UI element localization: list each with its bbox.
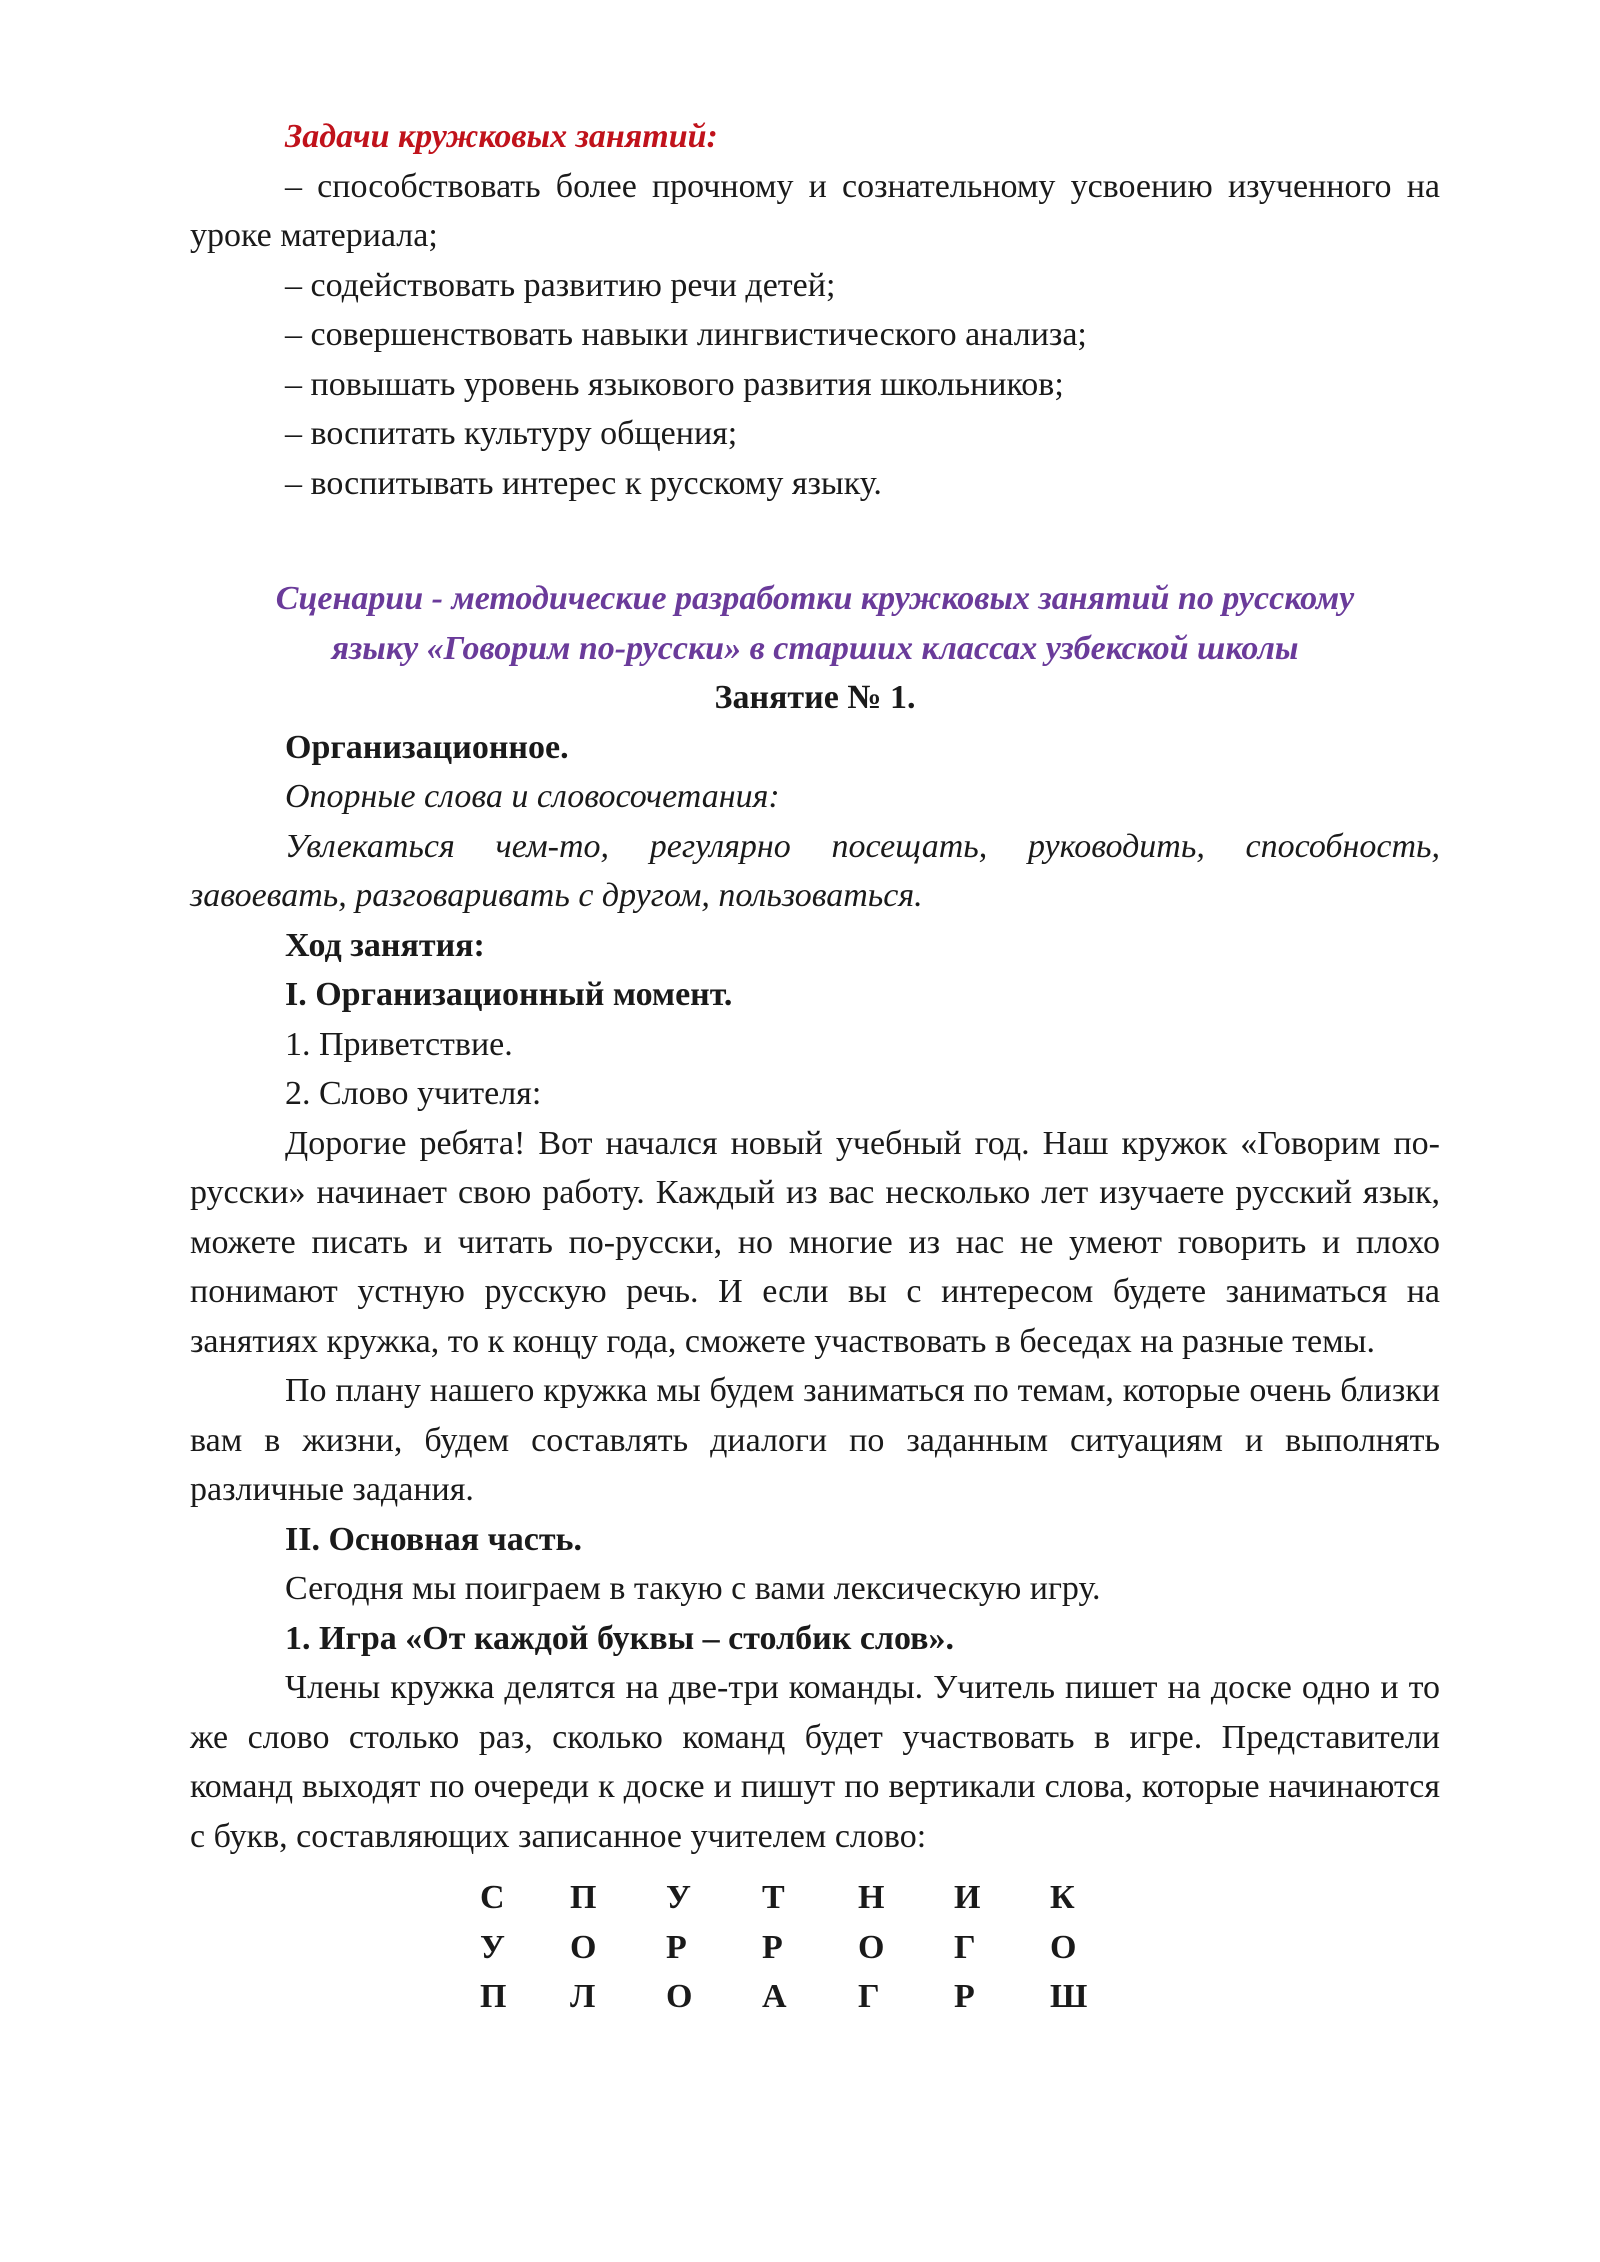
step-teacher-word: 2. Слово учителя: [285, 1075, 542, 1112]
scenario-title-line-2: языку «Говорим по-русски» в старших классах узбекской школы [331, 629, 1299, 667]
letter-cell: П [480, 1978, 507, 2015]
letter-cell: И [954, 1879, 981, 1916]
keywords-text: Увлекаться чем-то, регулярно посещать, руководить, способность, завоевать, разговаривать с другом, пользоваться. [190, 827, 1440, 914]
step-greeting: 1. Приветствие. [285, 1025, 513, 1063]
spacer [190, 508, 1440, 574]
game-description: Члены кружка делятся на две-три команды. Учитель пишет на доске одно и то же слово столько раз, сколько команд будет участвовать в игре. Представители команд выходят по очереди к доске и пишут по вертикали слова, которые начинаются с букв, составляющих записанное учителем слово: [190, 1669, 1440, 1855]
letter-cell: Ш [1050, 1978, 1088, 2015]
letter-cell: К [1050, 1879, 1075, 1916]
lesson-topic: Организационное. [285, 728, 569, 766]
letter-cell: Г [858, 1978, 880, 2015]
letter-cell: А [762, 1978, 787, 2015]
progress-label: Ход занятия: [285, 926, 485, 964]
scenario-title-line-1: Сценарии - методические разработки кружковых занятий по русскому [275, 580, 1355, 617]
letter-cell: О [570, 1928, 597, 1966]
letter-cell: Р [762, 1928, 783, 1966]
game-intro: Сегодня мы поиграем в такую с вами лексическую игру. [285, 1570, 1101, 1607]
letter-cell: Т [762, 1879, 785, 1916]
letter-cell: П [570, 1879, 597, 1916]
document-page [190, 112, 1440, 2022]
lesson-heading: Занятие № 1. [714, 679, 916, 716]
letter-cell: Г [954, 1928, 976, 1966]
task-item-1: – способствовать более прочному и сознательному усвоению изученного на уроке материала; [190, 167, 1440, 254]
letter-grid-row [480, 1923, 1146, 1973]
letter-grid-row [480, 1873, 1146, 1923]
section-1-heading: I. Организационный момент. [285, 976, 733, 1013]
teacher-speech-2: По плану нашего кружка мы будем заниматься по темам, которые очень близки вам в жизни, будем составлять диалоги по заданным ситуациям и выполнять различные задания. [190, 1372, 1440, 1508]
keywords-label: Опорные слова и словосочетания: [285, 778, 780, 815]
letter-cell: О [666, 1978, 693, 2015]
task-item: – повышать уровень языкового развития школьников; [285, 365, 1064, 403]
task-item: – содействовать развитию речи детей; [285, 266, 836, 304]
game-title: 1. Игра «От каждой буквы – столбик слов». [285, 1619, 954, 1657]
tasks-list [190, 261, 1440, 509]
letter-cell: О [858, 1928, 885, 1966]
tasks-title: Задачи кружковых занятий: [285, 118, 718, 155]
section-2-heading: II. Основная часть. [285, 1520, 583, 1558]
letter-cell: Л [570, 1978, 596, 2015]
letter-grid [480, 1873, 1146, 2022]
task-item: – воспитать культуру общения; [285, 415, 738, 452]
letter-cell: С [480, 1879, 505, 1916]
letter-cell: Н [858, 1879, 885, 1916]
letter-cell: О [1050, 1928, 1077, 1966]
letter-cell: У [480, 1928, 505, 1966]
task-item: – совершенствовать навыки лингвистического анализа; [285, 316, 1087, 353]
letter-cell: У [666, 1879, 691, 1916]
letter-cell: Р [666, 1928, 687, 1966]
task-item: – воспитывать интерес к русскому языку. [285, 464, 882, 502]
teacher-speech-1: Дорогие ребята! Вот начался новый учебный год. Наш кружок «Говорим по-русски» начинает свою работу. Каждый из вас несколько лет изучаете русский язык, можете писать и читать по-русски, но многие из нас не умеют говорить и плохо понимают устную русскую речь. И если вы с интересом будете заниматься на занятиях кружка, то к концу года, сможете участвовать в беседах на разные темы. [190, 1124, 1440, 1360]
letter-cell: Р [954, 1978, 975, 2015]
letter-grid-row [480, 1972, 1146, 2022]
